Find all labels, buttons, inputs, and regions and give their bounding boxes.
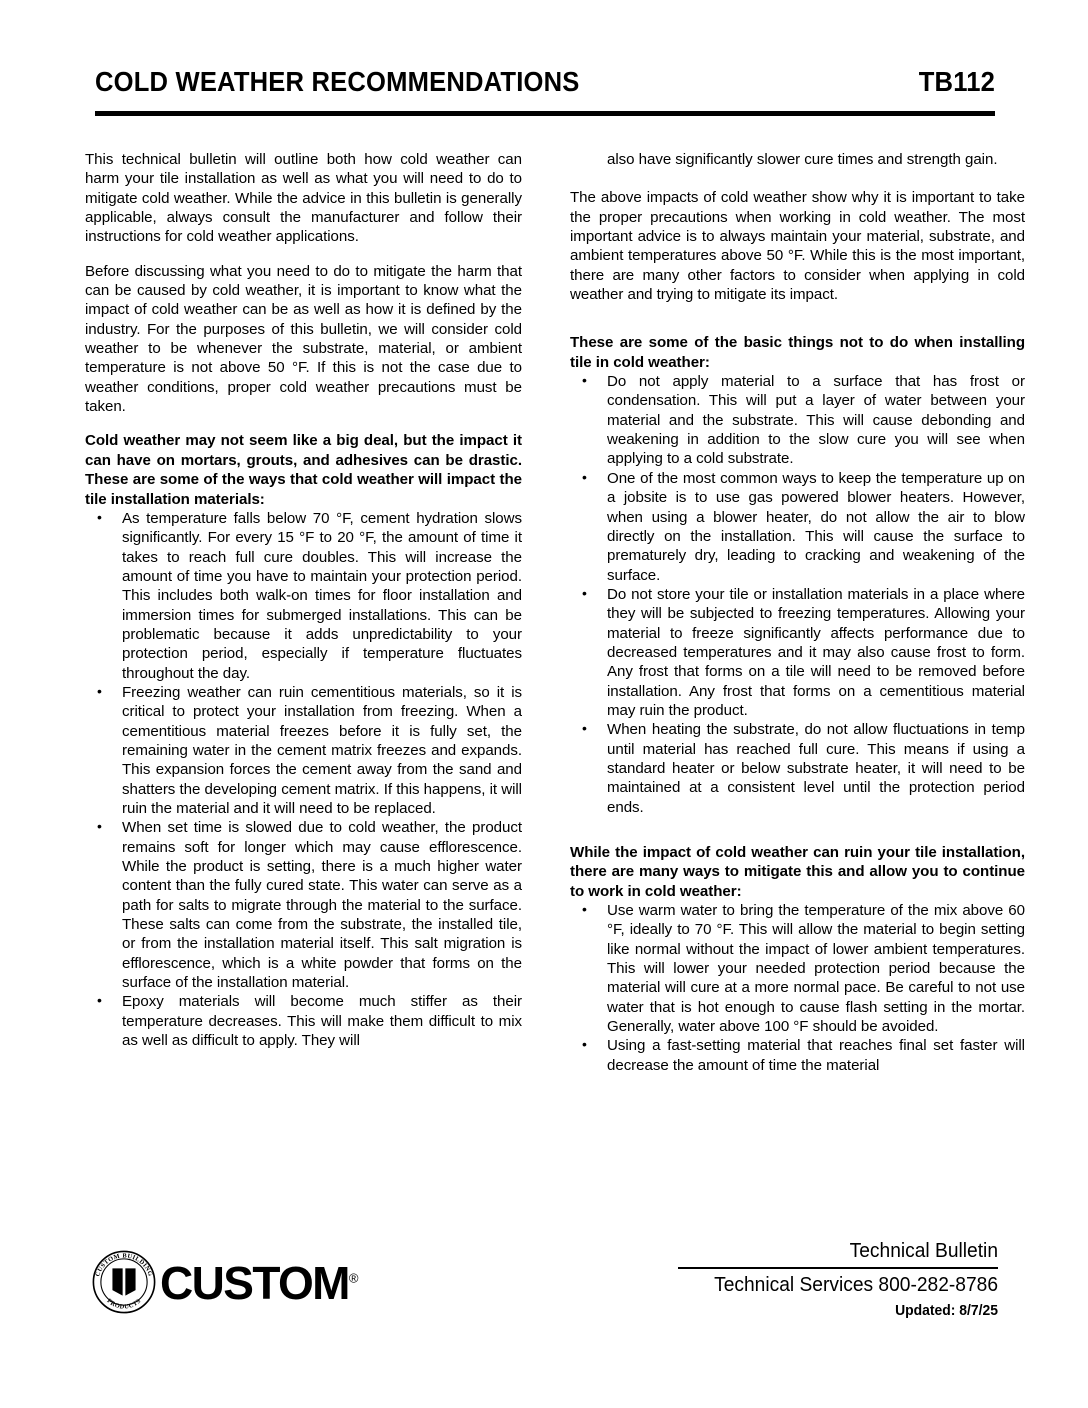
technical-services-line: Technical Services 800-282-8786 bbox=[714, 1273, 998, 1296]
footer-contact-block bbox=[678, 1238, 998, 1321]
list-item: • When heating the substrate, do not allow fluctuations in temp until material has reached full cure. This means if using a standard heater or below substrate heater, it will need to be maintained at a consistent level until the protection period ends. bbox=[570, 720, 1025, 817]
list-item: • Do not store your tile or installation materials in a place where they will be subjected to freezing temperatures. Allowing your material to freeze significantly affects performance due to decreased temperatures and it may also cause frost to form. Any frost that forms on a tile will need to be removed before installation. Any frost that forms on a cementitious material may ruin the product. bbox=[570, 585, 1025, 720]
updated-date: Updated: 8/7/25 bbox=[895, 1302, 998, 1319]
page-title: COLD WEATHER RECOMMENDATIONS bbox=[95, 66, 580, 97]
list-item: • As temperature falls below 70 °F, cement hydration slows significantly. For every 15 °F to 20 °F, the amount of time it takes to reach full cure doubles. This will increase the amount of time you have to maintain your protection period. This includes both walk-on times for floor installation and immersion times for submerged installations. This can be problematic because it adds unpredictability to your protection period, especially if temperature fluctuates throughout the day. bbox=[85, 509, 522, 683]
list-item: • Using a fast-setting material that reaches final set faster will decrease the amount of time the material bbox=[570, 1036, 1025, 1075]
left-lead-heading: Cold weather may not seem like a big deal, but the impact it can have on mortars, grouts, and adhesives can be drastic. These are some of the ways that cold weather will impact the tile installation materials: bbox=[85, 432, 522, 508]
right-bullet-list-2 bbox=[570, 901, 1025, 1075]
list-item: • Do not apply material to a surface that has frost or condensation. This will put a layer of water between your material and the substrate. This will cause debonding and weakening in addition to the slow cure you will see when applying to a cold substrate. bbox=[570, 372, 1025, 469]
list-item: • Epoxy materials will become much stiffer as their temperature decreases. This will make them difficult to mix as well as difficult to apply. They will bbox=[85, 992, 522, 1050]
spacer bbox=[570, 319, 1025, 333]
document-footer bbox=[0, 1228, 1088, 1358]
seal-bottom-text: PRODUCTS bbox=[105, 1297, 143, 1311]
bulletin-label: Technical Bulletin bbox=[849, 1240, 998, 1262]
right-paragraph-1: The above impacts of cold weather show why it is important to take the proper precautions when working in cold weather. The most important advice is to always maintain your material, substrate, and ambient temperatures above 50 °F. While this is the most important, there are many other factors to consider when applying in cold weather and trying to mitigate its impact. bbox=[570, 189, 1025, 304]
registered-trademark-icon: ® bbox=[348, 1270, 359, 1286]
document-header bbox=[95, 66, 995, 98]
list-item: • When set time is slowed due to cold weather, the product remains soft for longer which may cause efflorescence. While the product is setting, there is a much higher water content than the fully cured state. This water can serve as a path for salts to migrate through the material to the surface. These salts can come from the substrate, the installed tile, or from the installation material itself. This salt migration is efflorescence, which is a white powder that forms on the surface of the installation material. bbox=[85, 818, 522, 992]
spacer bbox=[570, 169, 1025, 188]
right-lead-heading-1: These are some of the basic things not to do when installing tile in cold weather: bbox=[570, 334, 1025, 371]
svg-text:CUSTOM BUILDING bbox=[94, 1252, 154, 1277]
custom-building-products-logo bbox=[90, 1248, 358, 1316]
spacer bbox=[570, 817, 1025, 843]
left-paragraph-1: This technical bulletin will outline both how cold weather can harm your tile installation as well as what you will need to do to mitigate cold weather. While the advice in this bulletin is generally applicable, always consult the manufacturer and follow their instructions for cold weather applications. bbox=[85, 151, 522, 246]
list-item: • One of the most common ways to keep the temperature up on a jobsite is to use gas powered blower heaters. However, when using a blower heater, do not allow the air to blow directly on the installation. This will cause the surface to prematurely dry, leading to cracking and weakening of the surface. bbox=[570, 469, 1025, 585]
svg-text:PRODUCTS bbox=[105, 1297, 142, 1310]
bulletin-code: TB112 bbox=[918, 66, 995, 97]
seal-top-text: CUSTOM BUILDING bbox=[94, 1252, 154, 1278]
left-column bbox=[85, 150, 522, 1050]
left-bullet-list bbox=[85, 509, 522, 1051]
footer-divider bbox=[678, 1267, 998, 1269]
list-item: • Freezing weather can ruin cementitious materials, so it is critical to protect your installation from freezing. When a cementitious material freezes before it is fully set, the remaining water in the cement matrix freezes and expands. This expansion forces the cement away from the sand and shatters the developing cement matrix. If this happens, it will ruin the material and it will need to be replaced. bbox=[85, 683, 522, 818]
left-paragraph-2: Before discussing what you need to do to mitigate the harm that can be caused by cold weather, it is important to know what the impact of cold weather can be as well as how it is defined by the industry. For the purposes of this bulletin, we will consider cold weather to be whenever the substrate, material, or ambient temperature is not above 50 °F. If this is not the case due to weather conditions, proper cold weather precautions must be taken. bbox=[85, 262, 522, 416]
continued-bullet-text: also have significantly slower cure times and strength gain. bbox=[607, 151, 998, 168]
logo-wordmark-text: CUSTOM bbox=[160, 1257, 349, 1309]
right-bullet-list-1 bbox=[570, 372, 1025, 817]
right-column bbox=[570, 150, 1025, 1075]
logo-wordmark bbox=[160, 1257, 359, 1309]
header-divider bbox=[95, 111, 995, 116]
company-seal-icon bbox=[90, 1248, 158, 1316]
right-lead-heading-2: While the impact of cold weather can ruin your tile installation, there are many ways to mitigate this and allow you to continue to work in cold weather: bbox=[570, 844, 1025, 900]
list-item: • Use warm water to bring the temperature of the mix above 60 °F, ideally to 70 °F. This will allow the material to begin setting like normal without the impact of lower ambient temperatures. This will lower your needed protection period because the material will cure at a more normal pace. Be careful to not use water that is hot enough to cause flash setting in the mortar. Generally, water above 100 °F should be avoided. bbox=[570, 901, 1025, 1036]
